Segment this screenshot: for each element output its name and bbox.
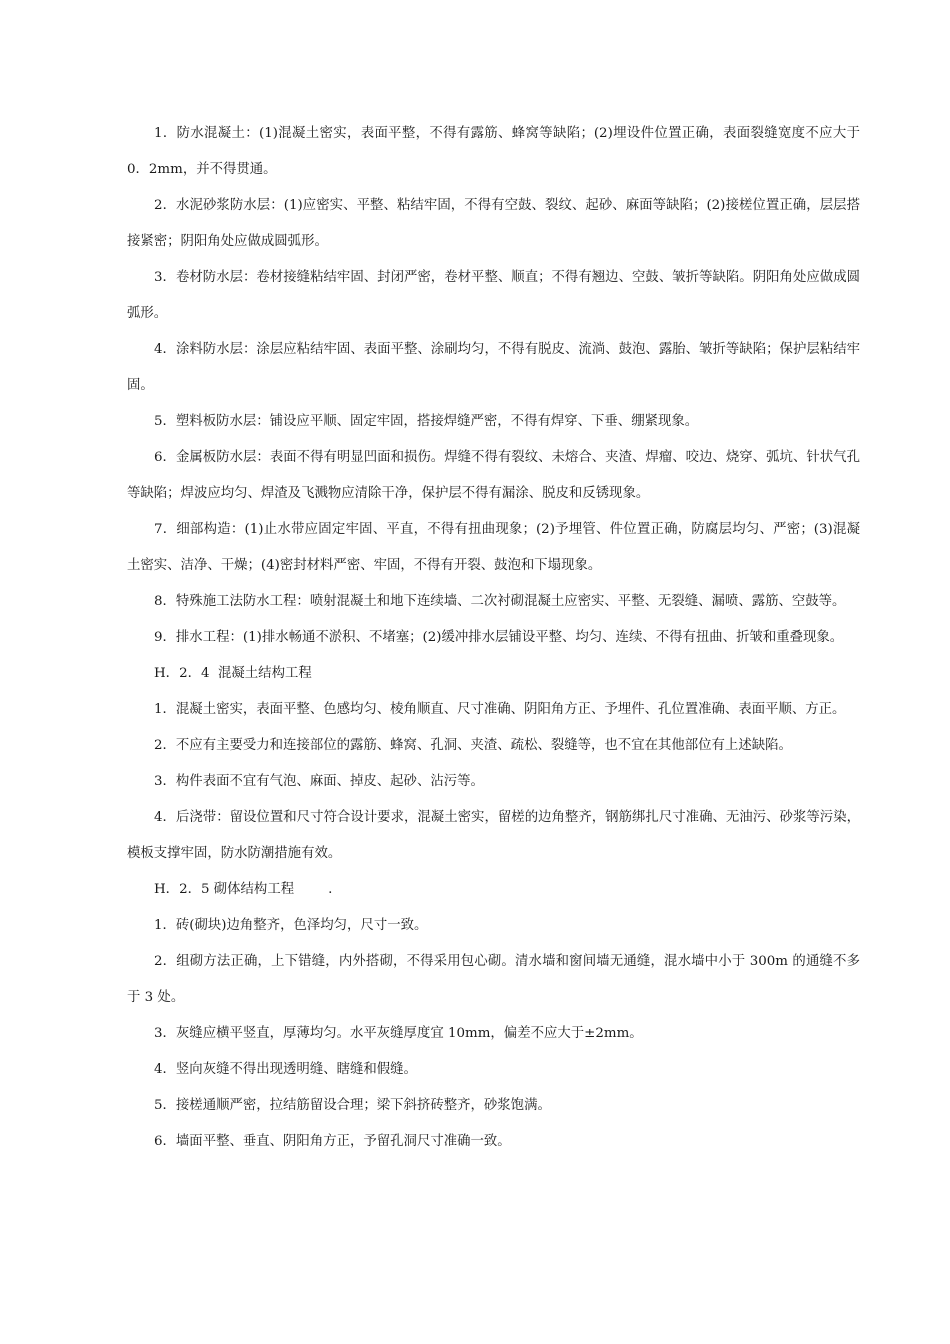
waterproof-item-9: 9．排水工程：(1)排水畅通不淤积、不堵塞；(2)缓冲排水层铺设平整、均匀、连续、不得有扭曲、折皱和重叠现象。: [154, 630, 844, 645]
waterproof-item-3: 3．卷材防水层：卷材接缝粘结牢固、封闭严密，卷材平整、顺直；不得有翘边、空鼓、皱折等缺陷。阴阳角处应做成圆弧形。: [127, 270, 860, 321]
masonry-item-6: 6．墙面平整、垂直、阴阳角方正，予留孔洞尺寸准确一致。: [154, 1134, 511, 1149]
concrete-item-3: 3．构件表面不宜有气泡、麻面、掉皮、起砂、沾污等。: [154, 774, 484, 789]
waterproof-item-1: 1．防水混凝土：(1)混凝土密实，表面平整，不得有露筋、蜂窝等缺陷；(2)埋设件位置正确，表面裂缝宽度不应大于0．2mm，并不得贯通。: [127, 126, 860, 177]
masonry-item-3: 3．灰缝应横平竖直，厚薄均匀。水平灰缝厚度宜 10mm，偏差不应大于±2mm。: [154, 1026, 643, 1041]
waterproof-item-4: 4．涂料防水层：涂层应粘结牢固、表面平整、涂刷均匀，不得有脱皮、流淌、鼓泡、露胎、皱折等缺陷；保护层粘结牢固。: [127, 342, 860, 393]
waterproof-item-8: 8．特殊施工法防水工程：喷射混凝土和地下连续墙、二次衬砌混凝土应密实、平整、无裂缝、漏喷、露筋、空鼓等。: [154, 594, 846, 609]
concrete-section-heading: H．2．4 混凝土结构工程: [154, 666, 312, 681]
masonry-section-heading: H．2．5 砌体结构工程 .: [154, 882, 333, 897]
concrete-item-1: 1．混凝土密实，表面平整、色感均匀、棱角顺直、尺寸准确、阴阳角方正、予埋件、孔位置准确、表面平顺、方正。: [154, 702, 846, 717]
waterproof-item-7: 7．细部构造：(1)止水带应固定牢固、平直，不得有扭曲现象；(2)予埋管、件位置正确，防腐层均匀、严密；(3)混凝土密实、洁净、干燥；(4)密封材料严密、牢固，不得有开裂、鼓泡和下塌现象。: [127, 522, 860, 573]
masonry-item-1: 1．砖(砌块)边角整齐，色泽均匀，尺寸一致。: [154, 918, 428, 933]
concrete-item-2: 2．不应有主要受力和连接部位的露筋、蜂窝、孔洞、夹渣、疏松、裂缝等，也不宜在其他部位有上述缺陷。: [154, 738, 792, 753]
document-page: [127, 116, 860, 1160]
waterproof-item-5: 5．塑料板防水层：铺设应平顺、固定牢固，搭接焊缝严密，不得有焊穿、下垂、绷紧现象。: [154, 414, 699, 429]
masonry-item-5: 5．接槎通顺严密，拉结筋留设合理；梁下斜挤砖整齐，砂浆饱满。: [154, 1098, 551, 1113]
concrete-item-4: 4．后浇带：留设位置和尺寸符合设计要求，混凝土密实，留槎的边角整齐，钢筋绑扎尺寸准确、无油污、砂浆等污染，模板支撑牢固，防水防潮措施有效。: [127, 810, 860, 861]
waterproof-item-6: 6．金属板防水层：表面不得有明显凹面和损伤。焊缝不得有裂纹、未熔合、夹渣、焊瘤、咬边、烧穿、弧坑、针状气孔等缺陷；焊波应均匀、焊渣及飞溅物应清除干净，保护层不得有漏涂、脱皮和反锈现象。: [127, 450, 860, 501]
masonry-item-4: 4．竖向灰缝不得出现透明缝、瞎缝和假缝。: [154, 1062, 417, 1077]
waterproof-item-2: 2．水泥砂浆防水层：(1)应密实、平整、粘结牢固，不得有空鼓、裂纹、起砂、麻面等缺陷；(2)接槎位置正确，层层搭接紧密；阴阳角处应做成圆弧形。: [127, 198, 860, 249]
masonry-item-2: 2．组砌方法正确，上下错缝，内外搭砌，不得采用包心砌。清水墙和窗间墙无通缝，混水墙中小于 300m 的通缝不多于 3 处。: [127, 954, 860, 1005]
